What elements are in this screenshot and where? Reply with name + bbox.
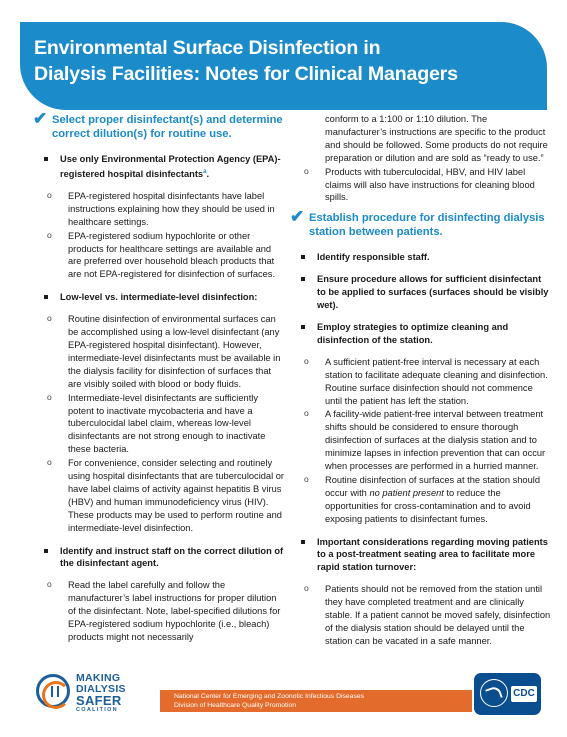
sub-item: o For convenience, consider selecting and routinely using hospital disinfectants that are tuberculocidal or have label claims of activity against hepatitis B virus (HBV) and human immunodeficiency virus (HIV). These products may be used to perform routine and intermediate-level disinfection. [44,457,286,534]
sub-item: o Routine disinfection of surfaces at the station should occur with no patient present to reduce the opportunities for cross-contamination and to avoid exposing patients to disinfectant fumes. [301,474,551,526]
section-heading-procedure: ✔ Establish procedure for disinfecting dialysis station between patients. [290,207,545,239]
checkmark-icon: ✔ [33,109,48,128]
sub-item: o Intermediate-level disinfectants are sufficiently potent to inactivate mycobacteria and have a tuberculocidal label claim, whereas low-level disinfectants are not strong enough to inactivate these bacteria. [44,392,286,457]
left-column [33,109,286,645]
cdc-wordmark: CDC [511,686,537,702]
title-banner [20,22,547,110]
sub-item: o EPA-registered sodium hypochlorite or other products for healthcare settings are available and are preferred over household bleach products that are not EPA-registered for disinfection of surfaces. [44,230,286,282]
coalition-seal-icon [36,674,70,708]
sub-item: o A sufficient patient-free interval is necessary at each station to facilitate adequate cleaning and disinfection. Routine surface disinfection should not commence until the patient has left the station. [301,356,551,408]
sub-item: o Products with tuberculocidal, HBV, and HIV label claims will also have instructions for cleaning blood spills. [301,166,551,205]
footer-center-name: National Center for Emerging and Zoonotic Infectious Diseases [174,693,365,700]
bullet-sufficient: Ensure procedure allows for sufficient disinfectant to be applied to surfaces (surfaces should be visibly wet). [293,273,551,312]
bullet-strategies: Employ strategies to optimize cleaning and disinfection of the station. [293,321,551,347]
title-line-1: Environmental Surface Disinfection in [34,37,381,59]
bullet-moving-patients: Important considerations regarding moving patients to a post-treatment seating area to facilitate more rapid station turnover: [293,536,551,575]
footer-division-name: Division of Healthcare Quality Promotion [174,702,297,709]
making-dialysis-safer-logo: MAKING DIALYSIS SAFER COALITION [30,672,158,714]
sub-item: o Patients should not be removed from the station until they have completed treatment and are clinically stable. If a patient cannot be moved safely, disinfection of the dialysis station should be delayed until the station can be vacated in a safe manner. [301,583,551,648]
sub-item: o Read the label carefully and follow the manufacturer’s label instructions for proper dilution of the disinfectant. Note, label-specified dilutions for EPA-registered sodium hypochlorite (i.e., bleach) products might not necessarily [44,579,286,644]
sub-item: o A facility-wide patient-free interval between treatment shifts should be considered to ensure thorough disinfection of surfaces at the dialysis station and to minimize lapses in infection prevention that can occur when processes are performed in a hurried manner. [301,408,551,473]
right-column [290,113,551,649]
footer-bar [160,690,472,712]
checkmark-icon: ✔ [290,207,305,227]
cdc-logo [474,673,541,715]
hhs-eagle-icon [480,679,508,707]
sub-item: o Routine disinfection of environmental surfaces can be accomplished using a low-level disinfectant (any EPA-registered hospital disinfectant). However, intermediate-level disinfectants must be available in the dialysis facility for disinfection of surfaces that are visibly soiled with blood or body fluids. [44,313,286,390]
section-heading-disinfectant: ✔ Select proper disinfectant(s) and determine correct dilution(s) for routine use. [33,109,283,140]
sub-item-continued: conform to a 1:100 or 1:10 dilution. The manufacturer’s instructions are specific to the product and should be followed. Some products do not require preparation or dilution and are sold as “ready to use.” [325,114,548,163]
bullet-low-vs-intermediate: Low-level vs. intermediate-level disinfection: [36,291,286,304]
bullet-epa: Use only Environmental Protection Agency (EPA)-registered hospital disinfectants$^a$. [36,153,286,181]
sub-item: o EPA-registered hospital disinfectants have label instructions explaining how they should be used in healthcare settings. [44,190,286,229]
footnote-marker: a [203,168,207,175]
title-line-2: Dialysis Facilities: Notes for Clinical Managers [34,63,458,85]
bullet-dilution: Identify and instruct staff on the correct dilution of the disinfectant agent. [36,545,286,571]
bullet-staff: Identify responsible staff. [293,251,551,264]
